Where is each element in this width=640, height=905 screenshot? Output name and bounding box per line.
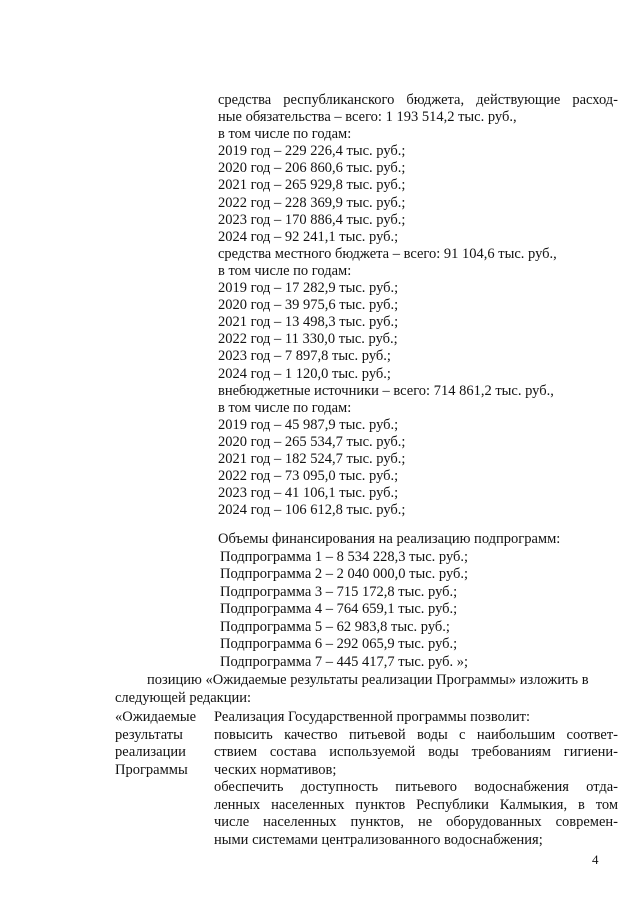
subprogram-4: Подпрограмма 4 – 764 659,1 тыс. руб.; xyxy=(220,601,458,617)
extrabudget-year-2022: 2022 год – 73 095,0 тыс. руб.; xyxy=(218,468,399,485)
republican-year-2024: 2024 год – 92 241,1 тыс. руб.; xyxy=(218,228,399,245)
expected-text-line-5: обеспечить доступность питьевого водоснабжения отда- xyxy=(214,779,618,795)
local-year-2019: 2019 год – 17 282,9 тыс. руб.; xyxy=(218,280,399,297)
extrabudget-year-2024: 2024 год – 106 612,8 тыс. руб.; xyxy=(218,502,406,519)
subprogram-5: Подпрограмма 5 – 62 983,8 тыс. руб.; xyxy=(220,618,450,635)
expected-text-line-7: числе населенных пунктов, не оборудованных современ- xyxy=(214,814,618,830)
subprogram-2: Подпрограмма 2 – 2 040 000,0 тыс. руб.; xyxy=(220,566,469,582)
page-number: 4 xyxy=(592,852,599,867)
expected-text-line-6: ленных населенных пунктов Республики Калмыкия, в том xyxy=(214,796,618,813)
funding-block xyxy=(218,92,618,519)
local-year-2020: 2020 год – 39 975,6 тыс. руб.; xyxy=(218,297,399,314)
extrabudget-by-years: в том числе по годам: xyxy=(218,399,352,416)
expected-label-line-2: результаты xyxy=(115,726,183,743)
expected-label-line-4: Программы xyxy=(115,761,188,778)
instruction-line-2: следующей редакции: xyxy=(115,689,252,706)
expected-label-line-1: «Ожидаемые xyxy=(115,709,197,725)
expected-text-line-2: повысить качество питьевой воды с наибольшим соответ- xyxy=(214,726,618,743)
republican-by-years: в том числе по годам: xyxy=(218,126,352,143)
extrabudget-year-2023: 2023 год – 41 106,1 тыс. руб.; xyxy=(218,485,399,502)
instruction-line-1: позицию «Ожидаемые результаты реализации Программы» изложить в xyxy=(147,672,589,688)
extrabudget-year-2019: 2019 год – 45 987,9 тыс. руб.; xyxy=(218,416,399,433)
subprograms-heading: Объемы финансирования на реализацию подпрограмм: xyxy=(218,531,561,547)
instruction-paragraph xyxy=(115,672,615,707)
subprogram-3: Подпрограмма 3 – 715 172,8 тыс. руб.; xyxy=(220,583,458,600)
expected-text-line-3: ствием состава используемой воды требованиям гигиени- xyxy=(214,744,618,760)
republican-year-2022: 2022 год – 228 369,9 тыс. руб.; xyxy=(218,194,406,211)
republican-year-2023: 2023 год – 170 886,4 тыс. руб.; xyxy=(218,211,406,228)
expected-text-line-1: Реализация Государственной программы позволит: xyxy=(214,709,531,725)
subprogram-7: Подпрограмма 7 – 445 417,7 тыс. руб. »; xyxy=(220,653,469,670)
republican-year-2019: 2019 год – 229 226,4 тыс. руб.; xyxy=(218,143,406,160)
expected-text-line-4: ческих нормативов; xyxy=(214,761,337,778)
extrabudget-line-1: внебюджетные источники – всего: 714 861,2 тыс. руб., xyxy=(218,382,554,399)
republican-year-2021: 2021 год – 265 929,8 тыс. руб.; xyxy=(218,177,406,194)
republican-year-2020: 2020 год – 206 860,6 тыс. руб.; xyxy=(218,160,406,177)
republican-line-2: ные обязательства – всего: 1 193 514,2 тыс. руб., xyxy=(218,109,517,126)
expected-text-line-8: ными системами централизованного водоснабжения; xyxy=(214,831,543,848)
subprograms-block xyxy=(218,531,618,671)
extrabudget-year-2021: 2021 год – 182 524,7 тыс. руб.; xyxy=(218,450,406,467)
local-year-2021: 2021 год – 13 498,3 тыс. руб.; xyxy=(218,314,399,331)
extrabudget-year-2020: 2020 год – 265 534,7 тыс. руб.; xyxy=(218,433,406,450)
republican-line-1: средства республиканского бюджета, действующие расход- xyxy=(218,92,618,108)
local-year-2024: 2024 год – 1 120,0 тыс. руб.; xyxy=(218,365,391,382)
local-year-2022: 2022 год – 11 330,0 тыс. руб.; xyxy=(218,331,398,348)
local-line-1: средства местного бюджета – всего: 91 104,6 тыс. руб., xyxy=(218,245,557,262)
expected-label-line-3: реализации xyxy=(115,744,186,760)
expected-label xyxy=(115,709,215,779)
local-year-2023: 2023 год – 7 897,8 тыс. руб.; xyxy=(218,348,391,365)
subprogram-1: Подпрограмма 1 – 8 534 228,3 тыс. руб.; xyxy=(220,548,469,565)
subprogram-6: Подпрограмма 6 – 292 065,9 тыс. руб.; xyxy=(220,636,458,652)
local-by-years: в том числе по годам: xyxy=(218,262,352,279)
expected-text xyxy=(214,709,618,849)
